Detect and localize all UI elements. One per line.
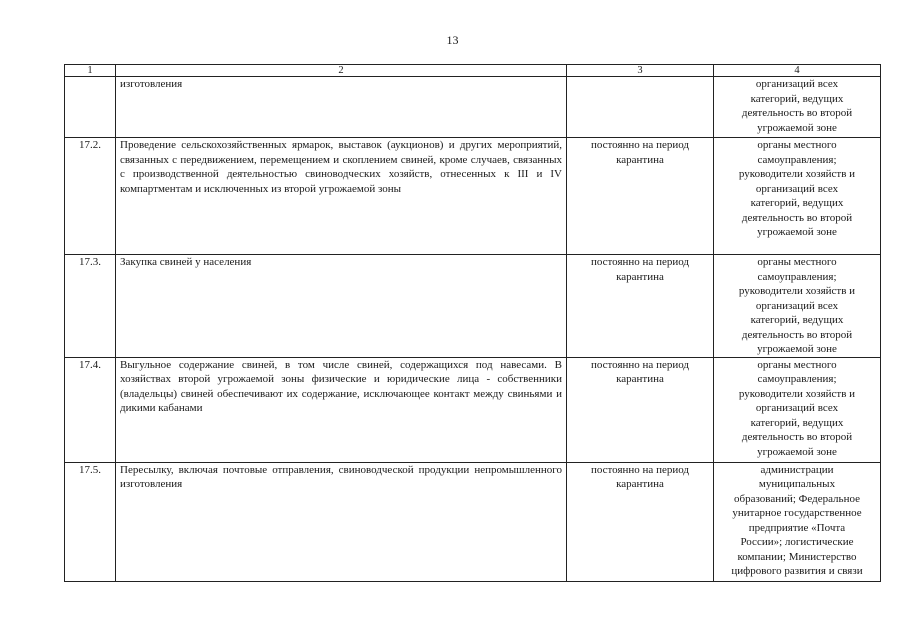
header-cell-1: 1 [65,65,116,77]
responsible: органы местного самоуправления; руководители хозяйств и организаций всех категорий, ведущих деятельность во второй угрожаемой зоне [714,138,881,255]
header-cell-4: 4 [714,65,881,77]
measure-description: Выгульное содержание свиней, в том числе свиней, содержащихся под навесами. В хозяйствах второй угрожаемой зоны физические и юридические лица - собственники (владельцы) свиней обеспечивают их содержание, исключающее контакт между свиньями и дикими кабанами [116,357,567,462]
term [567,77,714,138]
measure-description: изготовления [116,77,567,138]
measure-description: Проведение сельскохозяйственных ярмарок, выставок (аукционов) и других мероприятий, связанных с передвижением, перемещением и скоплением свиней, кроме случаев, связанных с производственной деятельностью свиноводческих хозяйств, отнесенных к III и IV компартментам и исключенных из второй угрожаемой зоны [116,138,567,255]
responsible: органы местного самоуправления; руководители хозяйств и организаций всех категорий, ведущих деятельность во второй угрожаемой зоне [714,357,881,462]
measure-description: Закупка свиней у населения [116,255,567,358]
table-row [65,462,881,581]
responsible: органы местного самоуправления; руководители хозяйств и организаций всех категорий, ведущих деятельность во второй угрожаемой зоне [714,255,881,358]
table-row [65,138,881,255]
term: постоянно на период карантина [567,138,714,255]
table-row [65,357,881,462]
term: постоянно на период карантина [567,255,714,358]
term: постоянно на период карантина [567,462,714,581]
row-number: 17.3. [65,255,116,358]
header-cell-2: 2 [116,65,567,77]
page-number: 13 [446,33,459,47]
row-number [65,77,116,138]
row-number: 17.5. [65,462,116,581]
row-number: 17.4. [65,357,116,462]
measures-table [64,64,881,582]
table-row [65,77,881,138]
responsible: организаций всех категорий, ведущих деятельность во второй угрожаемой зоне [714,77,881,138]
measure-description: Пересылку, включая почтовые отправления, свиноводческой продукции непромышленного изготовления [116,462,567,581]
table-row [65,255,881,358]
header-cell-3: 3 [567,65,714,77]
term: постоянно на период карантина [567,357,714,462]
row-number: 17.2. [65,138,116,255]
table-header-row [65,65,881,77]
responsible: администрации муниципальных образований; Федеральное унитарное государственное предприятие «Почта России»; логистические компании; Министерство цифрового развития и связи [714,462,881,581]
